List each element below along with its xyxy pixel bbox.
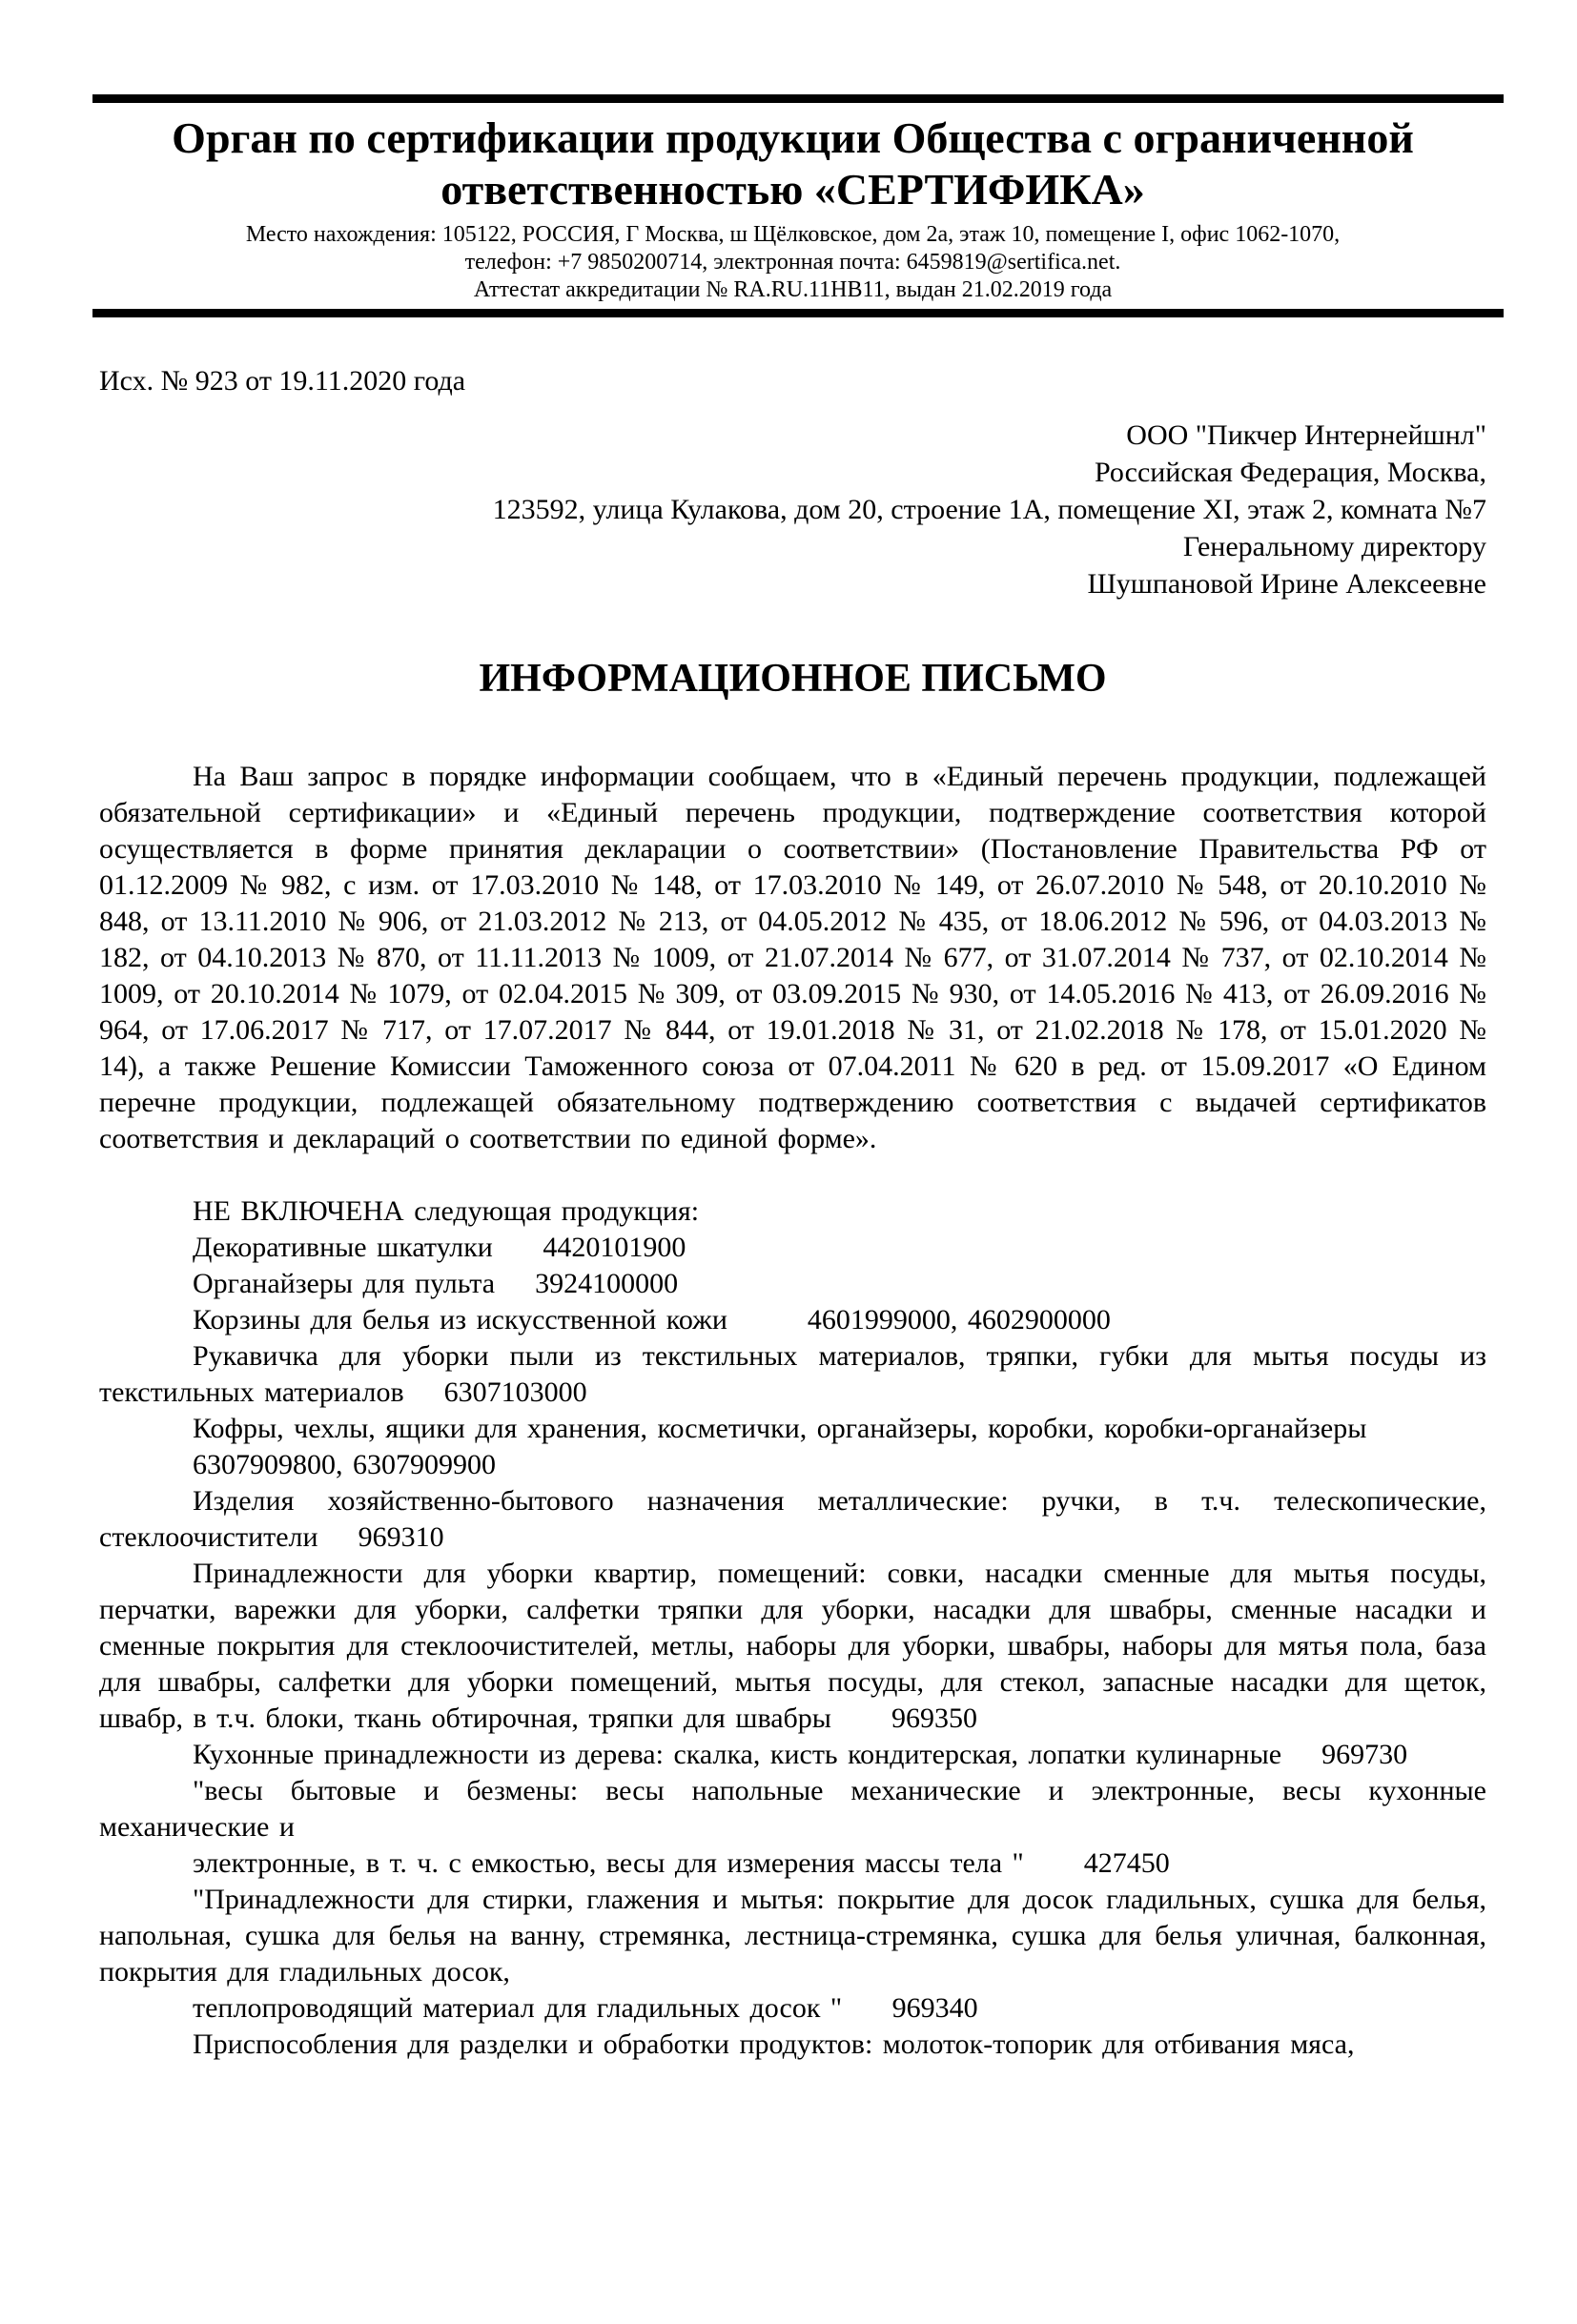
- product-list-item: Корзины для белья из искусственной кожи 4601999000, 4602900000: [193, 1304, 1111, 1335]
- product-list-item: Органайзеры для пульта 3924100000: [193, 1268, 679, 1299]
- letter-body: [99, 759, 1497, 2063]
- org-address-line-3: Аттестат аккредитации № RA.RU.11НВ11, выдан 21.02.2019 года: [473, 277, 1113, 302]
- product-list-item: теплопроводящий материал для гладильных досок " 969340: [193, 1992, 978, 2024]
- product-list-item: 6307909800, 6307909900: [193, 1449, 496, 1480]
- outgoing-reference: Исх. № 923 от 19.11.2020 года: [99, 365, 466, 397]
- org-address-line-1: Место нахождения: 105122, РОССИЯ, Г Москва, ш Щёлковское, дом 2а, этаж 10, помещение I, офис 1062-1070,: [245, 222, 1341, 247]
- excluded-products-header: НЕ ВКЛЮЧЕНА следующая продукция:: [193, 1195, 700, 1227]
- product-list-item: электронные, в т. ч. с емкостью, весы для измерения массы тела " 427450: [193, 1847, 1170, 1879]
- org-address: [99, 221, 1486, 304]
- recipient-line: Генеральному директору: [1182, 531, 1486, 562]
- org-title: Орган по сертификации продукции Общества с ограниченной ответственностью «СЕРТИФИКА»: [172, 113, 1414, 214]
- header-top-rule: [92, 94, 1504, 103]
- product-list-item: Кофры, чехлы, ящики для хранения, косметички, органайзеры, коробки, коробки-органайзеры: [193, 1413, 1367, 1444]
- product-list-item: Приспособления для разделки и обработки продуктов: молоток-топорик для отбивания мяса,: [193, 2028, 1355, 2060]
- recipient-line: Российская Федерация, Москва,: [1094, 457, 1486, 488]
- product-list-item: Кухонные принадлежности из дерева: скалка, кисть кондитерская, лопатки кулинарные 969730: [193, 1739, 1408, 1770]
- product-list-item: Рукавичка для уборки пыли из текстильных материалов, тряпки, губки для мытья посуды из текстильных материалов 6307103000: [99, 1340, 1497, 1408]
- product-list-item: "весы бытовые и безмены: весы напольные механические и электронные, весы кухонные механические и: [99, 1775, 1497, 1843]
- intro-paragraph: На Ваш запрос в порядке информации сообщаем, что в «Единый перечень продукции, подлежащей обязательной сертификации» и «Единый перечень продукции, подтверждение соответствия которой осуществляется в форме принятия декларации о соответствии» (Постановление Правительства РФ от 01.12.2009 № 982, с изм. от 17.03.2010 № 148, от 17.03.2010 № 149, от 26.07.2010 № 548, от 20.10.2010 № 848, от 13.11.2010 № 906, от 21.03.2012 № 213, от 04.05.2012 № 435, от 18.06.2012 № 596, от 04.03.2013 № 182, от 04.10.2013 № 870, от 11.11.2013 № 1009, от 21.07.2014 № 677, от 31.07.2014 № 737, от 02.10.2014 № 1009, от 20.10.2014 № 1079, от 02.04.2015 № 309, от 03.09.2015 № 930, от 14.05.2016 № 413, от 26.09.2016 № 964, от 17.06.2017 № 717, от 17.07.2017 № 844, от 19.01.2018 № 31, от 21.02.2018 № 178, от 15.01.2020 № 14), а также Решение Комиссии Таможенного союза от 07.04.2011 № 620 в ред. от 15.09.2017 «О Едином перечне продукции, подлежащей обязательному подтверждению соответствия с выдачей сертификатов соответствия и деклараций о соответствии по единой форме».: [99, 761, 1497, 1154]
- recipient-line: ООО "Пикчер Интернейшнл": [1126, 419, 1486, 451]
- recipient-block: [99, 417, 1486, 602]
- product-list-item: Изделия хозяйственно-бытового назначения металлические: ручки, в т.ч. телескопические, стеклоочистители 969310: [99, 1485, 1497, 1553]
- product-list-item: Принадлежности для уборки квартир, помещений: совки, насадки сменные для мытья посуды, перчатки, варежки для уборки, салфетки тряпки для уборки, насадки для швабры, сменные насадки и сменные покрытия для стеклоочистителей, метлы, наборы для уборки, швабры, наборы для мятья пола, база для швабры, салфетки для уборки помещений, мытья посуды, для стекол, запасные насадки для щеток, швабр, в т.ч. блоки, ткань обтирочная, тряпки для швабры 969350: [99, 1558, 1497, 1734]
- recipient-line: Шушпановой Ирине Алексеевне: [1087, 568, 1486, 600]
- header-bottom-rule: [92, 309, 1504, 317]
- product-list-item: "Принадлежности для стирки, глажения и мытья: покрытие для досок гладильных, сушка для белья, напольная, сушка для белья на ванну, стремянка, лестница-стремянка, сушка для белья уличная, балконная, покрытия для гладильных досок,: [99, 1884, 1497, 1988]
- org-address-line-2: телефон: +7 9850200714, электронная почта: 6459819@sertifica.net.: [464, 250, 1121, 275]
- letter-page: [0, 94, 1577, 2324]
- letter-subject: ИНФОРМАЦИОННОЕ ПИСЬМО: [479, 657, 1107, 701]
- product-list-item: Декоративные шкатулки 4420101900: [193, 1232, 686, 1263]
- recipient-line: 123592, улица Кулакова, дом 20, строение 1А, помещение XI, этаж 2, комната №7: [492, 494, 1486, 525]
